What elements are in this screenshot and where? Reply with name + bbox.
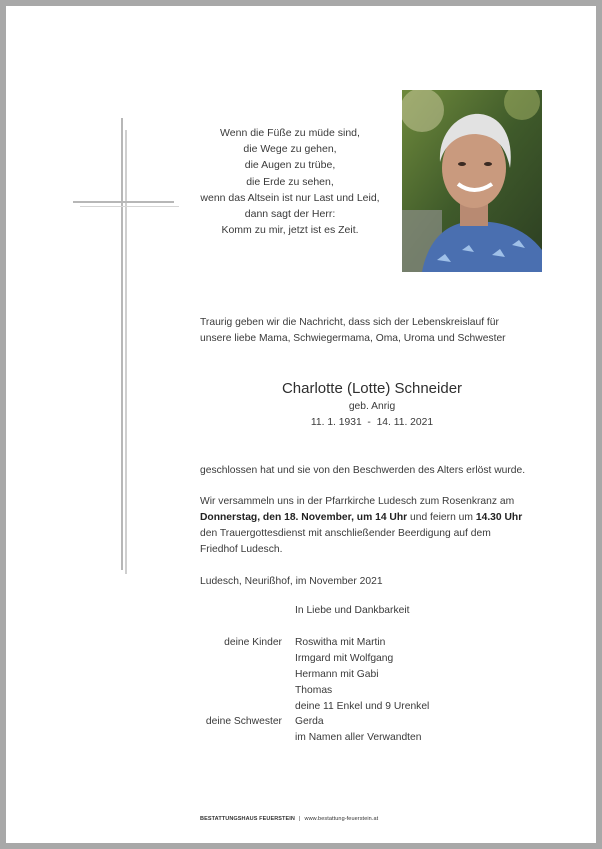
cross-horizontal-shadow: [80, 206, 179, 207]
maiden-name: geb. Anrig: [348, 401, 396, 412]
mourner-name: Thomas: [295, 685, 333, 696]
portrait-photo: [402, 90, 542, 272]
service-text: [200, 494, 550, 558]
poem-line: die Augen zu trübe,: [244, 159, 336, 172]
service-line: Friedhof Ludesch.: [200, 544, 283, 555]
service-time: 14.30 Uhr: [475, 512, 523, 523]
death-date: 14. 11. 2021: [376, 417, 434, 428]
mourner-name: deine 11 Enkel und 9 Urenkel: [295, 701, 430, 712]
closing-text: geschlossen hat und sie von den Beschwerden des Alters erlöst wurde.: [200, 465, 526, 476]
love-line: In Liebe und Dankbarkeit: [295, 605, 410, 616]
service-line: [200, 510, 550, 526]
place-date: Ludesch, Neurißhof, im November 2021: [200, 576, 383, 587]
intro-text: [200, 315, 550, 347]
intro-line: Traurig geben wir die Nachricht, dass sich der Lebenskreislauf für: [200, 317, 499, 328]
children-label: deine Kinder: [224, 637, 282, 648]
cross-vertical-bar: [121, 118, 123, 570]
sister-label: deine Schwester: [205, 716, 282, 727]
poem: [190, 125, 390, 238]
poem-line: dann sagt der Herr:: [244, 208, 336, 221]
birth-date: 11. 1. 1931: [310, 417, 362, 428]
poem-line: die Erde zu sehen,: [246, 175, 334, 188]
service-mid: und feiern um: [410, 512, 473, 523]
poem-line: Wenn die Füße zu müde sind,: [220, 127, 360, 139]
cross-vertical-shadow: [125, 130, 127, 574]
service-line: Wir versammeln uns in der Pfarrkirche Ludesch zum Rosenkranz am: [200, 496, 515, 507]
footer-brand: BESTATTUNGSHAUS FEUERSTEIN: [200, 816, 295, 822]
mourner-name: im Namen aller Verwandten: [295, 732, 422, 743]
mourner-name: Roswitha mit Martin: [295, 637, 386, 648]
date-dash: -: [367, 417, 371, 428]
service-line: den Trauergottesdienst mit anschließender Beerdigung auf dem: [200, 528, 491, 539]
mourner-name: Hermann mit Gabi: [295, 669, 379, 680]
poem-line: die Wege zu gehen,: [243, 143, 337, 156]
mourner-name: Irmgard mit Wolfgang: [295, 653, 394, 664]
poem-line: Komm zu mir, jetzt ist es Zeit.: [221, 224, 359, 237]
mourner-name: Gerda: [295, 716, 324, 727]
service-day: Donnerstag, den 18. November, um 14 Uhr: [200, 512, 408, 523]
cross-horizontal-bar: [73, 201, 174, 203]
poem-line: wenn das Altsein ist nur Last und Leid,: [200, 191, 380, 204]
footer-url[interactable]: www.bestattung-feuerstein.at: [304, 816, 379, 822]
footer: [200, 816, 378, 822]
life-dates: [200, 417, 544, 428]
deceased-name: Charlotte (Lotte) Schneider: [281, 380, 463, 397]
intro-line: unsere liebe Mama, Schwiegermama, Oma, Uroma und Schwester: [200, 333, 506, 344]
footer-separator: |: [298, 816, 301, 822]
